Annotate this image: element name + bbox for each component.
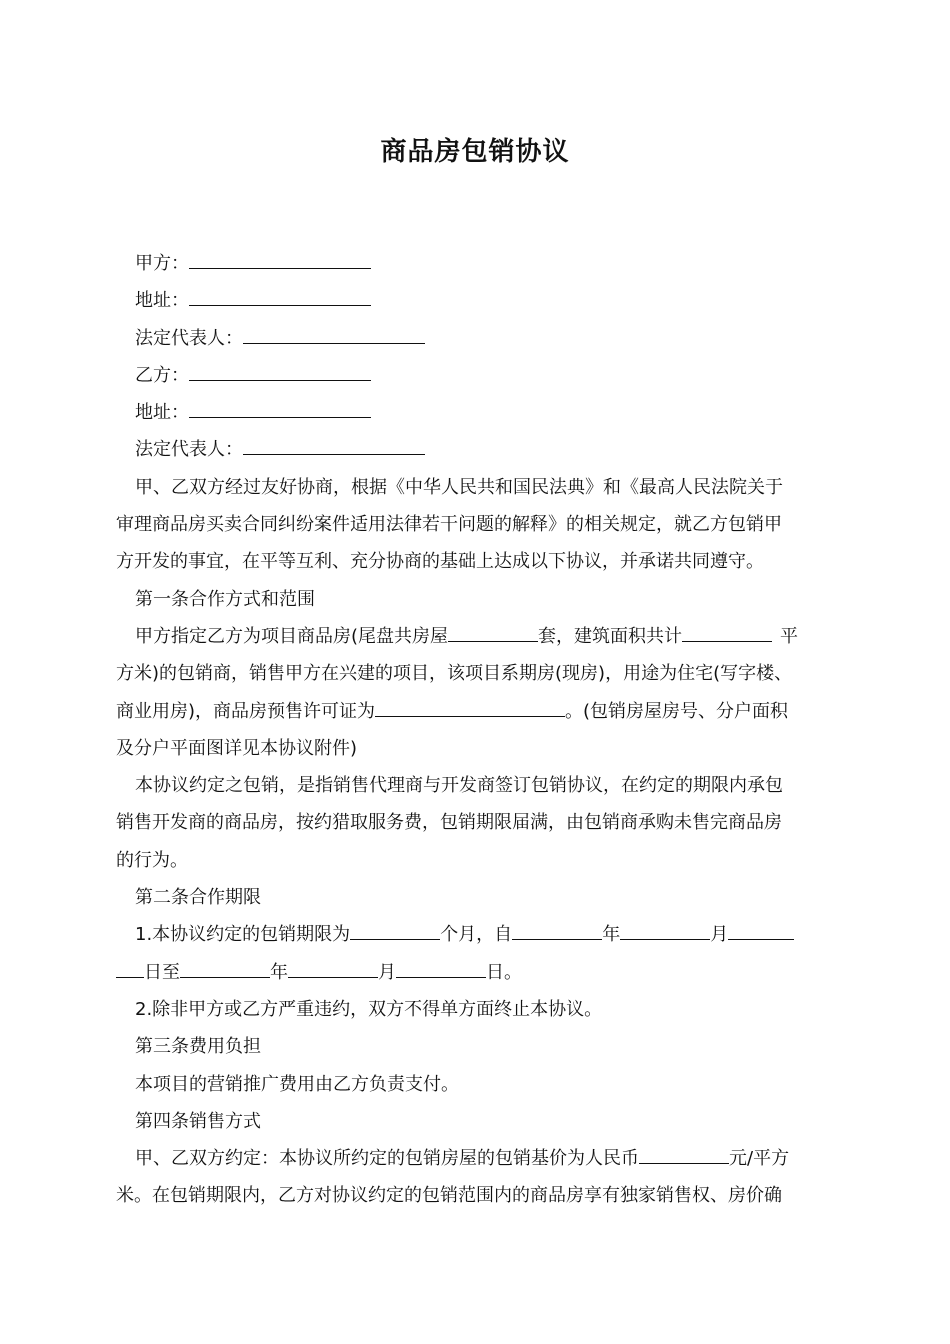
document-body xyxy=(116,245,836,1215)
preamble-line-2: 审理商品房买卖合同纠纷案件适用法律若干问题的解释》的相关规定，就乙方包销甲 xyxy=(116,514,782,536)
rep-b-label: 法定代表人： xyxy=(135,439,243,461)
article-4-text-b: 元/平方 xyxy=(729,1148,790,1170)
article-2-item-1-text-c: 年 xyxy=(602,924,621,946)
article-4-heading: 第四条销售方式 xyxy=(135,1110,261,1132)
party-a-line xyxy=(116,245,836,282)
party-b-line xyxy=(116,357,836,394)
article-1-p1-text-a: 甲方指定乙方为项目商品房(尾盘共房屋 xyxy=(135,625,449,647)
start-day-blank-part-1 xyxy=(728,919,794,940)
rep-b-blank xyxy=(243,434,425,455)
article-2-item-1-text-f: 年 xyxy=(270,961,288,983)
article-1-p1-text-c: 平 xyxy=(780,625,799,647)
area-blank xyxy=(682,621,772,642)
permit-number-blank xyxy=(375,696,565,717)
address-a-line xyxy=(116,282,836,319)
article-3-text: 本项目的营销推广费用由乙方负责支付。 xyxy=(135,1073,459,1095)
party-a-label: 甲方： xyxy=(135,253,189,274)
start-month-blank xyxy=(620,919,710,940)
party-b-label: 乙方： xyxy=(135,364,189,386)
end-month-blank xyxy=(288,957,378,978)
article-1-p1-text-b: 套，建筑面积共计 xyxy=(538,625,683,647)
address-b-blank xyxy=(189,397,371,418)
article-2-heading: 第二条合作期限 xyxy=(135,887,261,909)
article-4-line-2: 米。在包销期限内，乙方对协议约定的包销范围内的商品房享有独家销售权、房价确 xyxy=(116,1185,782,1207)
address-b-line xyxy=(116,394,836,431)
article-2-item-1-text-g: 月 xyxy=(378,961,396,983)
end-day-blank xyxy=(396,957,486,978)
address-a-label: 地址： xyxy=(135,290,189,312)
party-a-blank xyxy=(189,248,371,269)
article-1-p1-line-1 xyxy=(116,618,836,655)
article-2-item-1-line-2 xyxy=(116,954,836,991)
rep-a-line xyxy=(116,320,836,357)
article-1-heading: 第一条合作方式和范围 xyxy=(135,588,315,610)
start-day-blank-part-2 xyxy=(116,957,144,978)
preamble-line-3: 方开发的事宜，在平等互利、充分协商的基础上达成以下协议，并承诺共同遵守。 xyxy=(116,551,764,573)
article-3-heading: 第三条费用负担 xyxy=(135,1036,261,1058)
house-count-blank xyxy=(448,621,538,642)
base-price-blank xyxy=(639,1143,729,1164)
party-b-blank xyxy=(189,360,371,381)
end-year-blank xyxy=(180,957,270,978)
months-blank xyxy=(350,919,440,940)
article-2-item-1-text-a: 1.本协议约定的包销期限为 xyxy=(135,924,351,946)
article-2-item-2: 2.除非甲方或乙方严重违约，双方不得单方面终止本协议。 xyxy=(135,998,603,1020)
article-4-text-a: 甲、乙双方约定：本协议所约定的包销房屋的包销基价为人民币 xyxy=(135,1148,639,1170)
article-1-p2-line-2: 销售开发商的商品房，按约猎取服务费，包销期限届满，由包销商承购未售完商品房 xyxy=(116,812,782,834)
article-1-p1-line-4: 及分户平面图详见本协议附件) xyxy=(116,737,358,759)
start-year-blank xyxy=(512,919,602,940)
rep-a-blank xyxy=(243,323,425,344)
article-2-item-1-text-b: 个月，自 xyxy=(440,924,513,946)
article-2-item-1-text-e: 日至 xyxy=(144,961,180,983)
rep-a-label: 法定代表人： xyxy=(135,327,243,349)
article-2-item-1-text-d: 月 xyxy=(710,924,729,946)
preamble-line-1: 甲、乙双方经过友好协商，根据《中华人民共和国民法典》和《最高人民法院关于 xyxy=(135,476,783,498)
address-b-label: 地址： xyxy=(135,402,189,424)
article-1-p1-text-e: 。(包销房屋房号、分户面积 xyxy=(565,700,789,722)
article-1-p1-line-2: 方米)的包销商，销售甲方在兴建的项目，该项目系期房(现房)，用途为住宅(写字楼、 xyxy=(116,663,793,685)
article-1-p2-line-3: 的行为。 xyxy=(116,849,188,871)
rep-b-line xyxy=(116,431,836,468)
article-2-item-1-line-1 xyxy=(116,916,836,953)
article-1-p1-line-3 xyxy=(116,693,836,730)
article-2-item-1-text-h: 日。 xyxy=(486,961,522,983)
document-title: 商品房包销协议 xyxy=(380,137,570,167)
article-1-p1-text-d: 商业用房)，商品房预售许可证为 xyxy=(116,700,376,722)
address-a-blank xyxy=(189,285,371,306)
article-1-p2-line-1: 本协议约定之包销，是指销售代理商与开发商签订包销协议，在约定的期限内承包 xyxy=(135,775,783,797)
article-4-line-1 xyxy=(116,1140,836,1177)
